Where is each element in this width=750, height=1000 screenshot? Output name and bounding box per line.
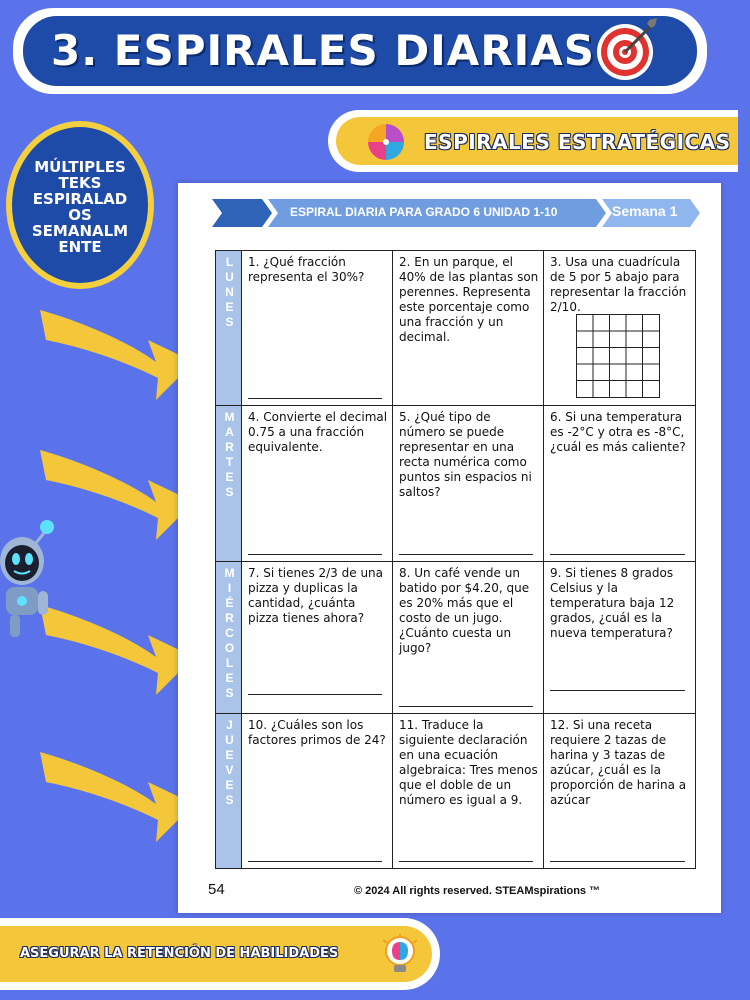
question-text: 5. ¿Qué tipo de número se puede representar en una recta numérica como puntos sin espacios ni saltos?: [399, 410, 532, 499]
day-cell: [216, 714, 242, 869]
badge-text: [12, 159, 148, 255]
strategy-banner-inner: [336, 117, 738, 165]
question-text: 10. ¿Cuáles son los factores primos de 24?: [248, 718, 386, 747]
question-cell: [393, 251, 544, 406]
day-letter: N: [225, 285, 234, 299]
answer-line[interactable]: [248, 554, 382, 555]
question-cell: [393, 562, 544, 714]
day-letter: S: [225, 793, 234, 807]
day-letter: M: [224, 410, 235, 424]
arrow-icon: [36, 300, 196, 410]
answer-line[interactable]: [399, 554, 533, 555]
table-row: [216, 406, 696, 562]
answer-line[interactable]: [550, 554, 685, 555]
strategy-banner-label: ESPIRALES ESTRATÉGICAS: [424, 130, 731, 154]
question-text: 1. ¿Qué fracción representa el 30%?: [248, 255, 365, 284]
day-letter: I: [227, 581, 232, 595]
day-cell: [216, 251, 242, 406]
question-text: 6. Si una temperatura es -2°C y otra es -8°C, ¿cuál es más caliente?: [550, 410, 686, 454]
retention-banner: [0, 918, 440, 990]
copyright: © 2024 All rights reserved. STEAMspirations ™: [354, 885, 601, 897]
worksheet-ribbon-title: ESPIRAL DIARIA PARA GRADO 6 UNIDAD 1-10: [290, 205, 558, 219]
day-label: [222, 410, 237, 500]
day-letter: L: [225, 255, 234, 269]
question-text: 4. Convierte el decimal 0.75 a una fracción equivalente.: [248, 410, 388, 454]
answer-line[interactable]: [248, 694, 382, 695]
day-cell: [216, 406, 242, 562]
teks-badge: [6, 121, 154, 289]
worksheet-page: [178, 183, 721, 913]
badge-line: MÚLTIPLES: [34, 158, 126, 176]
answer-line[interactable]: [399, 861, 533, 862]
answer-line[interactable]: [248, 398, 382, 399]
answer-line[interactable]: [550, 690, 685, 691]
badge-line: ESPIRALAD: [32, 190, 128, 208]
question-text: 3. Usa una cuadrícula de 5 por 5 abajo para representar la fracción 2/10.: [550, 255, 687, 314]
target-icon: [595, 16, 661, 82]
day-letter: E: [225, 748, 234, 762]
question-cell: [544, 714, 696, 869]
question-cell: [544, 251, 696, 406]
question-cell: [242, 406, 393, 562]
strategy-quadrants-icon: [366, 122, 406, 162]
day-letter: E: [225, 671, 234, 685]
badge-line: OS: [68, 206, 92, 224]
day-letter: M: [224, 566, 235, 580]
question-text: 11. Traduce la siguiente declaración en una ecuación algebraica: Tres menos que el doble de un número es igual a 9.: [399, 718, 538, 807]
strategy-banner: [328, 110, 738, 172]
day-letter: R: [225, 611, 234, 625]
day-letter: R: [225, 440, 234, 454]
day-letter: S: [225, 686, 234, 700]
lightbulb-brain-icon: [380, 934, 420, 976]
day-letter: C: [225, 626, 234, 640]
page-title: 3. ESPIRALES DIARIAS: [51, 26, 596, 75]
arrow-icon: [36, 742, 196, 852]
page-number: 54: [208, 881, 225, 898]
question-cell: [544, 406, 696, 562]
day-letter: U: [225, 270, 234, 284]
robot-mascot-icon: [0, 505, 80, 645]
question-cell: [393, 714, 544, 869]
day-letter: E: [225, 470, 234, 484]
question-text: 12. Si una receta requiere 2 tazas de harina y 3 tazas de azúcar, ¿cuál es la proporción de harina a azúcar: [550, 718, 687, 807]
day-letter: J: [226, 718, 233, 732]
day-letter: U: [225, 733, 234, 747]
answer-line[interactable]: [399, 706, 533, 707]
question-cell: [393, 406, 544, 562]
question-text: 2. En un parque, el 40% de las plantas son perennes. Representa este porcentaje como una fracción y un decimal.: [399, 255, 539, 344]
day-letter: É: [225, 596, 234, 610]
answer-line[interactable]: [550, 861, 685, 862]
badge-line: ENTE: [58, 238, 102, 256]
day-label: [222, 255, 237, 330]
badge-line: TEKS: [58, 174, 102, 192]
day-label: [222, 718, 237, 808]
day-letter: A: [225, 425, 234, 439]
table-row: [216, 562, 696, 714]
day-letter: O: [224, 641, 235, 655]
table-row: [216, 714, 696, 869]
day-letter: S: [225, 315, 234, 329]
question-text: 9. Si tienes 8 grados Celsius y la temperatura baja 12 grados, ¿cuál es la nueva temperatura?: [550, 566, 675, 640]
day-letter: L: [225, 656, 234, 670]
question-cell: [544, 562, 696, 714]
question-text: 7. Si tienes 2/3 de una pizza y duplicas la cantidad, ¿cuánta pizza tienes ahora?: [248, 566, 384, 625]
day-letter: T: [225, 455, 234, 469]
question-text: 8. Un café vende un batido por $4.20, que es 20% más que el costo de un jugo. ¿Cuánto cuesta un jugo?: [399, 566, 530, 655]
day-letter: V: [225, 763, 234, 777]
day-letter: E: [225, 300, 234, 314]
spiral-table: [215, 250, 696, 869]
question-cell: [242, 562, 393, 714]
badge-line: SEMANALM: [31, 222, 129, 240]
day-cell: [216, 562, 242, 714]
retention-banner-inner: [0, 926, 432, 982]
day-letter: S: [225, 485, 234, 499]
question-cell: [242, 251, 393, 406]
retention-banner-label: ASEGURAR LA RETENCIÓN DE HABILIDADES: [20, 946, 339, 961]
five-by-five-grid[interactable]: [576, 314, 660, 398]
day-letter: E: [225, 778, 234, 792]
answer-line[interactable]: [248, 861, 382, 862]
question-cell: [242, 714, 393, 869]
table-row: [216, 251, 696, 406]
day-label: [222, 566, 237, 701]
week-label: Semana 1: [612, 203, 678, 219]
